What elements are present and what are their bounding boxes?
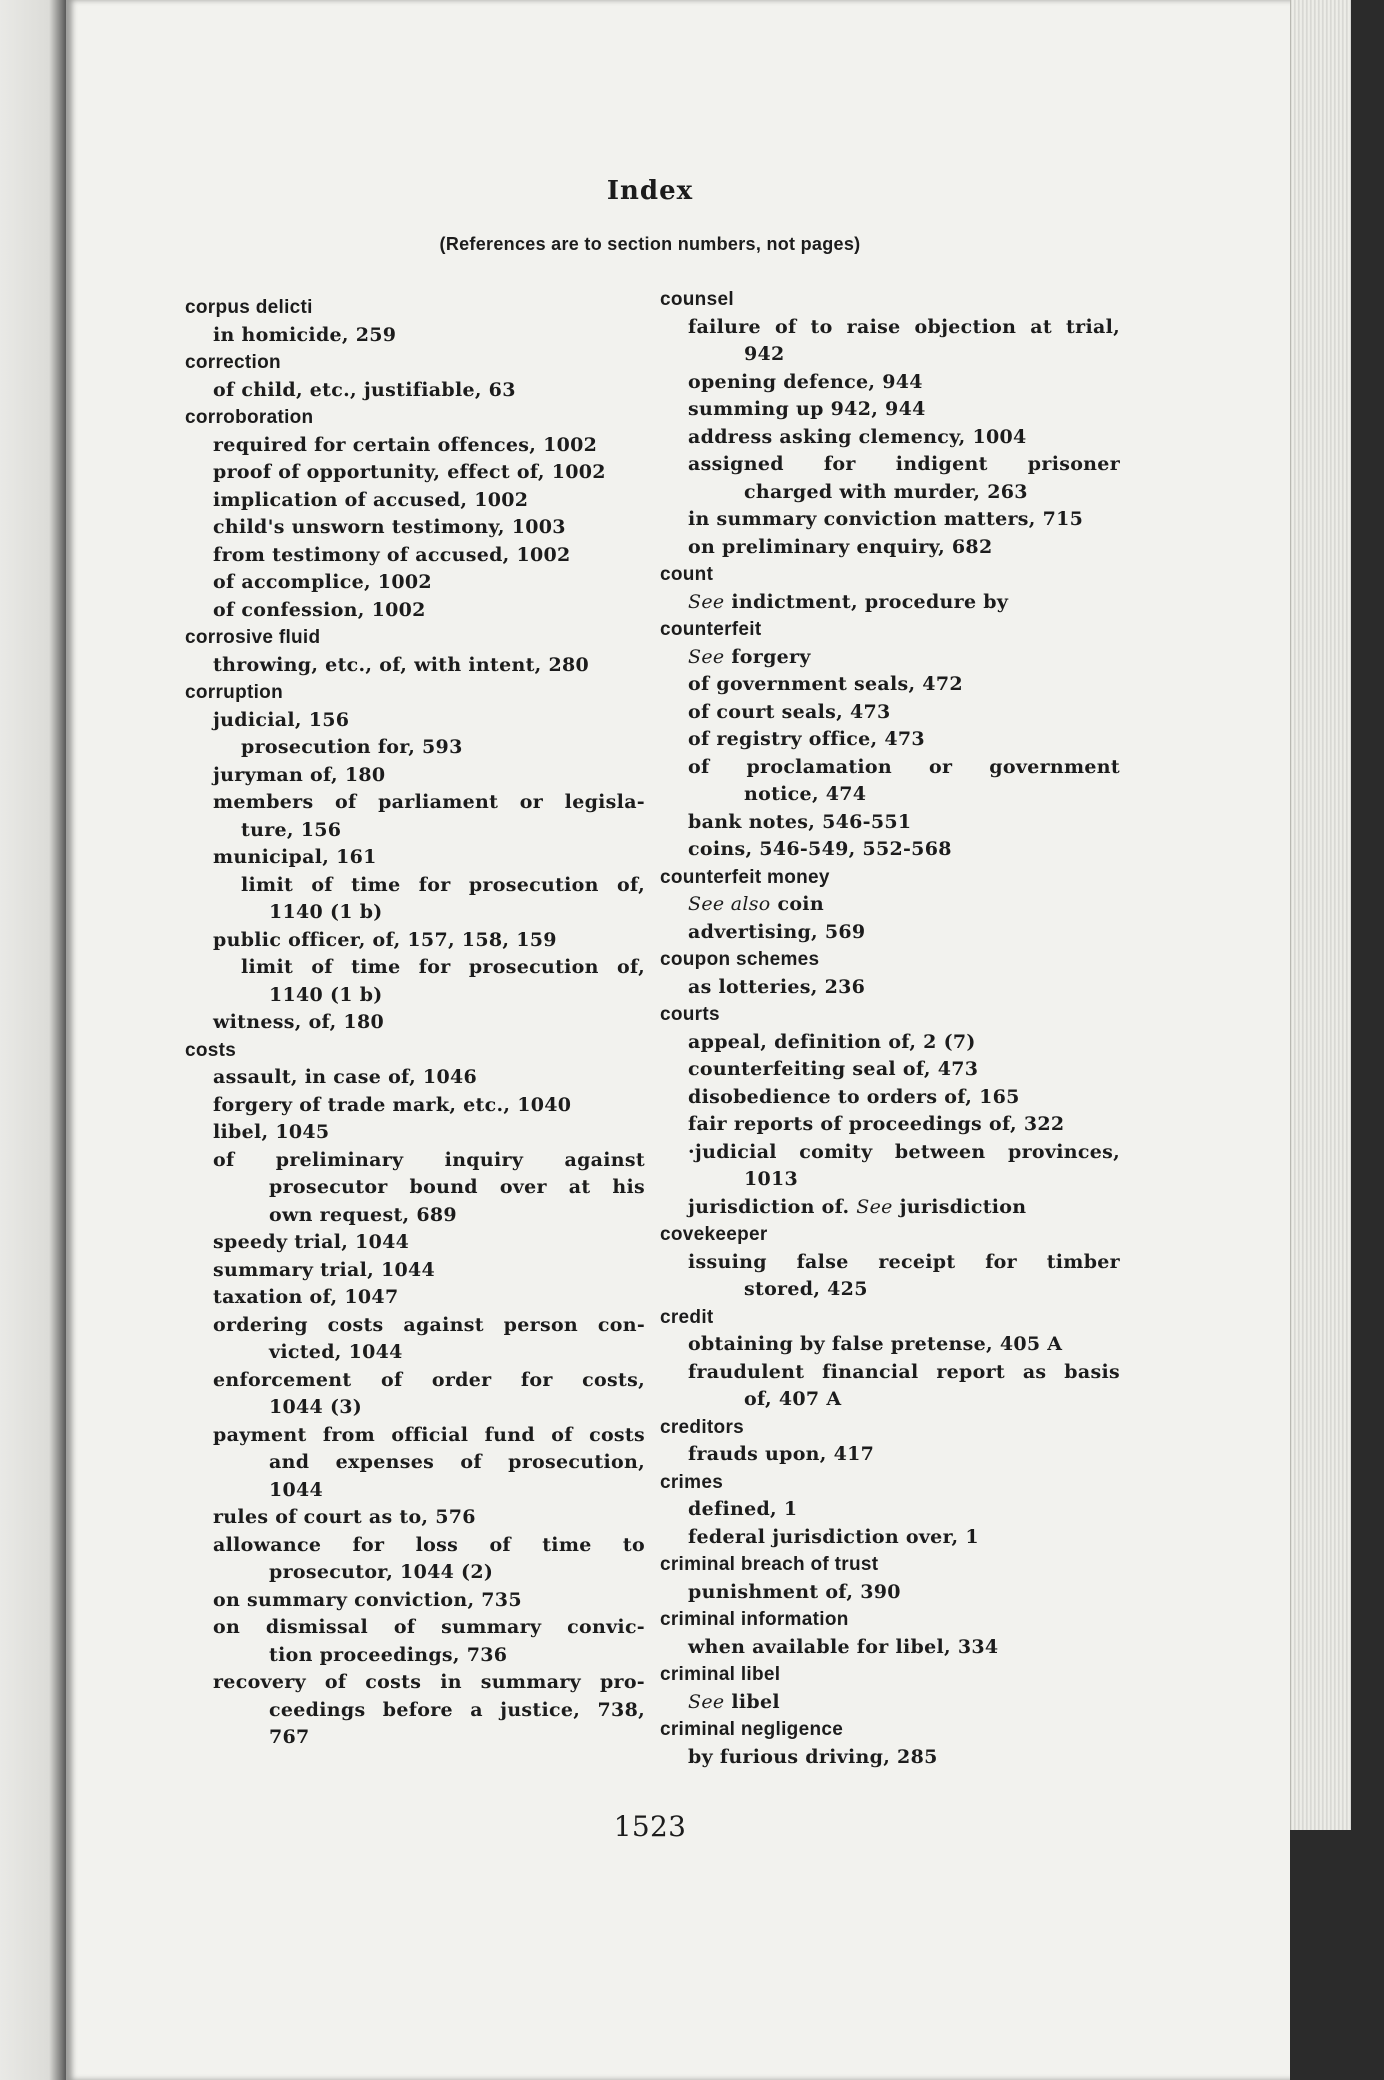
entry-text: address asking clemency, 1004: [688, 425, 1027, 448]
entry-text: when available for libel, 334: [688, 1635, 999, 1658]
entry-text: in homicide, 259: [213, 323, 397, 346]
index-subentry: [185, 1477, 645, 1505]
index-subentry: [185, 1367, 645, 1395]
index-subentry: [185, 1009, 645, 1037]
entry-text: count: [660, 564, 714, 585]
index-subentry: [660, 1331, 1120, 1359]
entry-text: charged with murder, 263: [744, 480, 1028, 503]
see-reference-label: See: [856, 1195, 893, 1218]
entry-text: taxation of, 1047: [213, 1286, 399, 1308]
index-subentry: [185, 1614, 645, 1642]
entry-text: recovery of costs in summary pro-: [213, 1671, 645, 1693]
entry-text: 1044 (3): [269, 1396, 363, 1418]
entry-text: limit of time for prosecution of,: [241, 873, 645, 896]
index-subentry: [660, 809, 1120, 837]
entry-text: coupon schemes: [660, 949, 820, 970]
index-subentry: [660, 1029, 1120, 1057]
entry-text: bank notes, 546-551: [688, 810, 912, 833]
entry-text: of court seals, 473: [688, 700, 891, 723]
entry-text: covekeeper: [660, 1224, 768, 1245]
entry-text: on preliminary enquiry, 682: [688, 535, 993, 558]
index-heading: [660, 616, 1120, 644]
entry-text: stored, 425: [744, 1278, 868, 1300]
entry-text: corpus delicti: [185, 297, 313, 318]
entry-text: by furious driving, 285: [688, 1745, 938, 1768]
entry-text: own request, 689: [269, 1203, 457, 1226]
index-subentry: [660, 1359, 1120, 1387]
index-subentry: [185, 1092, 645, 1120]
index-subentry: [185, 1559, 645, 1587]
index-subentry: [185, 872, 645, 900]
index-subentry: [660, 1194, 1120, 1222]
entry-text: on summary conviction, 735: [213, 1588, 522, 1611]
index-subentry: [660, 781, 1120, 809]
entry-text: of registry office, 473: [688, 728, 925, 750]
entry-text: child's unsworn testimony, 1003: [213, 516, 566, 538]
entry-text: and expenses of prosecution,: [269, 1451, 645, 1473]
entry-text: ·judicial comity between provinces,: [688, 1140, 1120, 1163]
index-subentry: [185, 1229, 645, 1257]
index-subentry: [185, 1257, 645, 1285]
entry-text: of preliminary inquiry against: [213, 1148, 645, 1171]
entry-text: coin: [777, 893, 824, 915]
entry-text: 767: [269, 1726, 310, 1748]
entry-text: on dismissal of summary convic-: [213, 1616, 645, 1638]
entry-text: federal jurisdiction over, 1: [688, 1525, 979, 1548]
index-subentry: [660, 1056, 1120, 1084]
index-column-right: [660, 286, 1120, 1771]
entry-text: municipal, 161: [213, 846, 377, 868]
index-heading: [660, 1001, 1120, 1029]
index-subentry: [660, 341, 1120, 369]
entry-text: speedy trial, 1044: [213, 1231, 410, 1253]
entry-text: issuing false receipt for timber: [688, 1250, 1120, 1273]
index-subentry: [185, 734, 645, 762]
index-subentry: [185, 899, 645, 927]
entry-text: 1140 (1 b): [269, 901, 383, 923]
index-subentry: [660, 1276, 1120, 1304]
index-heading: [185, 1037, 645, 1065]
entry-text: opening defence, 944: [688, 370, 923, 393]
index-subentry: [660, 974, 1120, 1002]
index-subentry: [660, 1084, 1120, 1112]
entry-text: of confession, 1002: [213, 598, 426, 621]
index-subentry: [660, 1524, 1120, 1552]
entry-text: allowance for loss of time to: [213, 1533, 645, 1556]
index-subentry: [660, 1496, 1120, 1524]
entry-text: appeal, definition of, 2 (7): [688, 1030, 976, 1053]
entry-text: rules of court as to, 576: [213, 1506, 476, 1528]
entry-text: of government seals, 472: [688, 673, 963, 695]
index-heading: [660, 1221, 1120, 1249]
index-subentry: [660, 919, 1120, 947]
see-reference-label: See: [688, 645, 725, 668]
index-subentry: [185, 954, 645, 982]
page-edges: [1290, 0, 1351, 1840]
entry-text: notice, 474: [744, 783, 867, 805]
entry-text: payment from official fund of costs: [213, 1423, 645, 1446]
entry-text: frauds upon, 417: [688, 1443, 875, 1465]
index-subentry: [660, 836, 1120, 864]
index-subentry: [185, 1284, 645, 1312]
index-subentry: [185, 707, 645, 735]
entry-text: summing up 942, 944: [688, 398, 926, 420]
index-subentry: [185, 1119, 645, 1147]
entry-text: counterfeiting seal of, 473: [688, 1058, 979, 1080]
index-subentry: [185, 1587, 645, 1615]
index-subentry: [660, 1139, 1120, 1167]
index-subentry: [185, 1147, 645, 1175]
entry-text: advertising, 569: [688, 920, 866, 943]
index-subentry: [660, 671, 1120, 699]
index-heading: [660, 1304, 1120, 1332]
entry-text: counterfeit money: [660, 866, 830, 888]
entry-text: corroboration: [185, 407, 314, 428]
index-heading: [185, 679, 645, 707]
index-subentry: [185, 1202, 645, 1230]
index-subentry: [185, 459, 645, 487]
index-subentry: [660, 314, 1120, 342]
index-subentry: [660, 479, 1120, 507]
index-subentry: [185, 1422, 645, 1450]
index-subentry: [185, 377, 645, 405]
entry-text: disobedience to orders of, 165: [688, 1085, 1020, 1108]
index-heading: [660, 1716, 1120, 1744]
entry-text: failure of to raise objection at trial,: [688, 315, 1120, 338]
index-subentry: [185, 487, 645, 515]
entry-text: creditors: [660, 1416, 745, 1438]
entry-text: prosecutor, 1044 (2): [269, 1561, 494, 1583]
index-subentry: [660, 1249, 1120, 1277]
index-subentry: [185, 1532, 645, 1560]
index-heading: [660, 286, 1120, 314]
entry-text: corrosive fluid: [185, 627, 321, 648]
index-subentry: [660, 506, 1120, 534]
left-page-gutter: [0, 0, 70, 2080]
index-subentry: [660, 424, 1120, 452]
index-subentry: [660, 726, 1120, 754]
entry-text: members of parliament or legisla-: [213, 791, 645, 813]
entry-text: juryman of, 180: [213, 763, 386, 786]
index-subentry: [185, 1339, 645, 1367]
entry-text: costs: [185, 1039, 237, 1061]
entry-text: credit: [660, 1306, 714, 1328]
entry-text: fair reports of proceedings of, 322: [688, 1113, 1065, 1135]
index-heading: [660, 1606, 1120, 1634]
index-subentry: [660, 534, 1120, 562]
index-heading: [660, 1551, 1120, 1579]
entry-text: defined, 1: [688, 1498, 798, 1520]
entry-text: proof of opportunity, effect of, 1002: [213, 461, 606, 483]
entry-text: ture, 156: [241, 818, 342, 841]
entry-text: of child, etc., justifiable, 63: [213, 378, 516, 401]
index-subentry: [185, 762, 645, 790]
entry-text: courts: [660, 1004, 720, 1025]
index-subentry: [660, 1744, 1120, 1772]
index-subentry: [185, 542, 645, 570]
entry-text: victed, 1044: [269, 1341, 403, 1363]
index-subentry: [660, 891, 1120, 919]
entry-text: indictment, procedure by: [731, 590, 1009, 613]
entry-text: summary trial, 1044: [213, 1258, 436, 1281]
index-heading: [185, 294, 645, 322]
see-reference-label: See: [688, 590, 725, 613]
index-subentry: [660, 396, 1120, 424]
index-heading: [660, 1414, 1120, 1442]
entry-text: implication of accused, 1002: [213, 488, 529, 511]
entry-text: throwing, etc., of, with intent, 280: [213, 653, 590, 676]
index-heading: [660, 864, 1120, 892]
entry-text: forgery of trade mark, etc., 1040: [213, 1093, 572, 1116]
entry-text: 1044: [269, 1478, 324, 1501]
entry-text: counsel: [660, 289, 734, 310]
entry-text: criminal breach of trust: [660, 1554, 879, 1575]
entry-text: prosecutor bound over at his: [269, 1176, 645, 1198]
entry-text: 942: [744, 343, 785, 365]
index-subentry: [185, 1312, 645, 1340]
page-title: Index: [606, 176, 694, 206]
see-reference-label: See: [688, 1690, 725, 1713]
index-subentry: [185, 1064, 645, 1092]
entry-text: criminal information: [660, 1609, 849, 1630]
index-subentry: [185, 652, 645, 680]
entry-text: of proclamation or government: [688, 755, 1120, 778]
entry-text: jurisdiction: [899, 1195, 1027, 1218]
index-subentry: [185, 1394, 645, 1422]
entry-text: corruption: [185, 682, 283, 703]
entry-text: correction: [185, 352, 281, 373]
entry-text: from testimony of accused, 1002: [213, 543, 571, 566]
entry-text: judicial, 156: [213, 708, 350, 731]
index-subentry: [185, 1669, 645, 1697]
index-subentry: [185, 1697, 645, 1725]
entry-text: ordering costs against person con-: [213, 1313, 645, 1336]
index-heading: [185, 349, 645, 377]
entry-text: required for certain offences, 1002: [213, 433, 598, 456]
index-heading: [185, 404, 645, 432]
entry-text: in summary conviction matters, 715: [688, 508, 1084, 530]
index-subentry: [660, 699, 1120, 727]
index-subentry: [185, 982, 645, 1010]
index-heading: [660, 946, 1120, 974]
entry-text: coins, 546-549, 552-568: [688, 838, 952, 860]
background-shade: [1290, 1830, 1384, 2080]
entry-text: public officer, of, 157, 158, 159: [213, 928, 557, 951]
index-subentry: [660, 1166, 1120, 1194]
index-subentry: [185, 1724, 645, 1752]
entry-text: criminal negligence: [660, 1719, 844, 1740]
entry-text: ceedings before a justice, 738,: [269, 1698, 645, 1721]
entry-text: counterfeit: [660, 619, 762, 640]
entry-text: of, 407 A: [744, 1388, 842, 1410]
index-subentry: [185, 597, 645, 625]
entry-text: jurisdiction of.: [688, 1195, 850, 1218]
entry-text: assault, in case of, 1046: [213, 1066, 478, 1088]
index-subentry: [660, 589, 1120, 617]
entry-text: obtaining by false pretense, 405 A: [688, 1333, 1063, 1355]
index-column-left: [185, 294, 645, 1752]
index-subentry: [660, 1689, 1120, 1717]
entry-text: punishment of, 390: [688, 1580, 901, 1603]
index-subentry: [185, 1504, 645, 1532]
index-heading: [185, 624, 645, 652]
index-subentry: [185, 514, 645, 542]
entry-text: 1140 (1 b): [269, 983, 383, 1006]
entry-text: crimes: [660, 1471, 724, 1493]
index-subentry: [185, 569, 645, 597]
index-subentry: [660, 451, 1120, 479]
entry-text: forgery: [731, 645, 811, 668]
index-subentry: [660, 644, 1120, 672]
index-subentry: [185, 927, 645, 955]
entry-text: enforcement of order for costs,: [213, 1368, 645, 1391]
page-subtitle: (References are to section numbers, not pages): [439, 234, 861, 254]
entry-text: tion proceedings, 736: [269, 1643, 508, 1666]
entry-text: as lotteries, 236: [688, 975, 866, 998]
entry-text: witness, of, 180: [213, 1011, 384, 1033]
index-subentry: [185, 817, 645, 845]
index-heading: [660, 561, 1120, 589]
index-subentry: [185, 1449, 645, 1477]
entry-text: criminal libel: [660, 1664, 781, 1685]
index-subentry: [660, 1634, 1120, 1662]
entry-text: 1013: [744, 1168, 799, 1190]
see-reference-label: See also: [688, 893, 771, 915]
entry-text: assigned for indigent prisoner: [688, 453, 1120, 475]
index-subentry: [185, 1642, 645, 1670]
index-subentry: [185, 432, 645, 460]
index-subentry: [660, 1579, 1120, 1607]
index-subentry: [185, 1174, 645, 1202]
entry-text: of accomplice, 1002: [213, 571, 432, 593]
index-subentry: [660, 369, 1120, 397]
index-subentry: [185, 844, 645, 872]
index-subentry: [660, 754, 1120, 782]
entry-text: fraudulent financial report as basis: [688, 1360, 1120, 1383]
entry-text: libel: [731, 1690, 780, 1713]
entry-text: limit of time for prosecution of,: [241, 956, 645, 978]
entry-text: libel, 1045: [213, 1121, 330, 1143]
index-subentry: [185, 789, 645, 817]
index-subentry: [185, 322, 645, 350]
index-heading: [660, 1469, 1120, 1497]
index-subentry: [660, 1441, 1120, 1469]
index-subentry: [660, 1386, 1120, 1414]
index-heading: [660, 1661, 1120, 1689]
index-subentry: [660, 1111, 1120, 1139]
page-number: 1523: [613, 1810, 687, 1843]
entry-text: prosecution for, 593: [241, 736, 463, 758]
